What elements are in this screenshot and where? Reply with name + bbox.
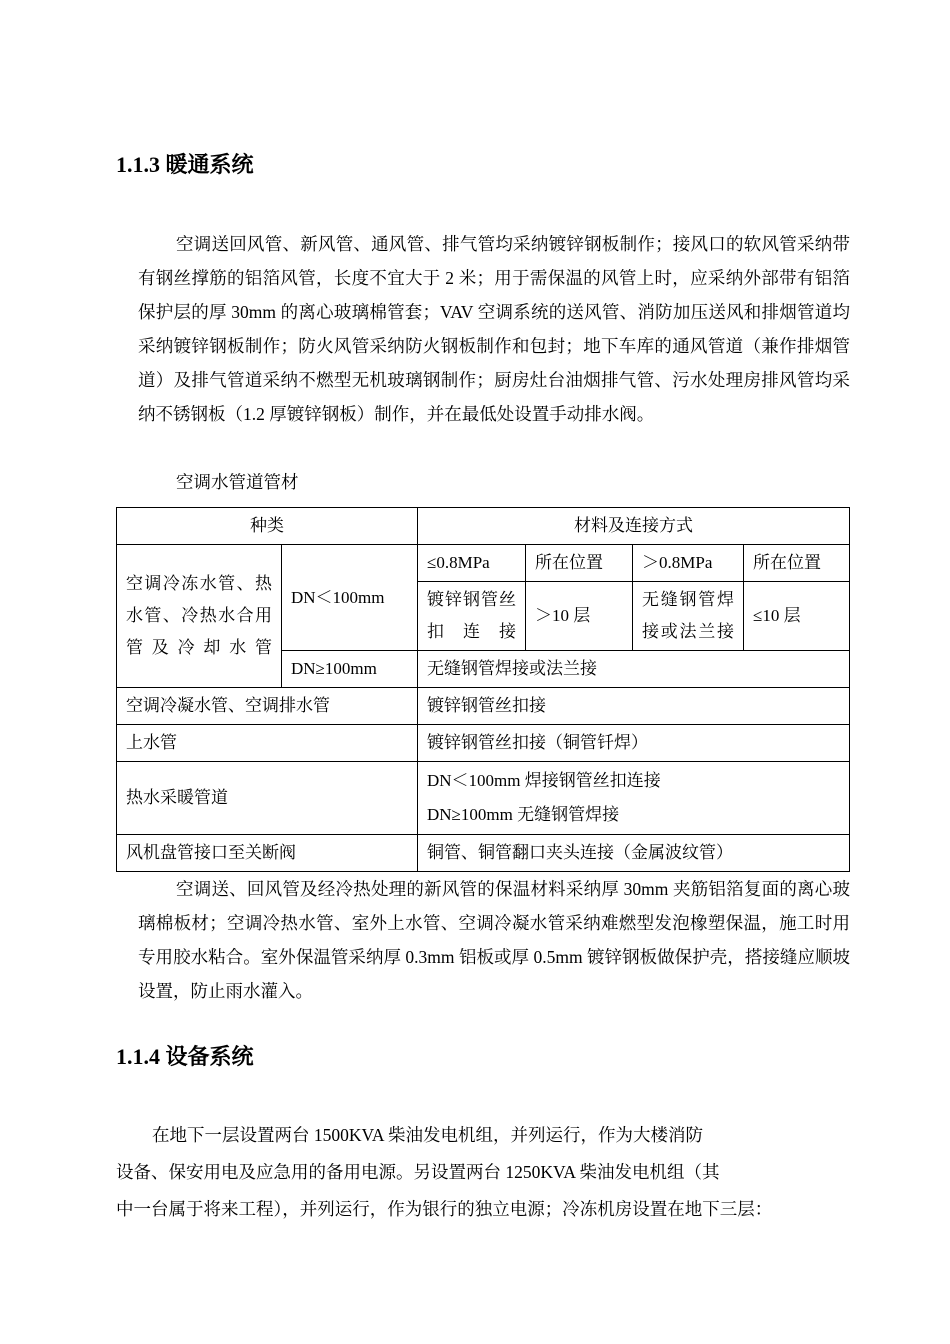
table-row (117, 835, 850, 872)
insulation-paragraph: 空调送、回风管及经冷热处理的新风管的保温材料采纳厚 30mm 夹筋铝箔复面的离心玻璃棉板材；空调冷热水管、室外上水管、空调冷凝水管采纳难燃型发泡橡塑保温，施工时用专用胶水粘合。室外保温管采纳厚 0.3mm 铝板或厚 0.5mm 镀锌钢板做保护壳，搭接缝应顺坡设置，防止雨水灌入。 (138, 879, 850, 1001)
row1-type: 空调冷冻水管、热水管、冷热水合用管及冷却水管 (117, 545, 282, 688)
row2-type: 空调冷凝水管、空调排水管 (117, 688, 418, 725)
section-heading-equipment: 1.1.4 设备系统 (116, 1044, 254, 1069)
row4-material (418, 762, 850, 835)
row1-pressure-high: ＞0.8MPa (633, 545, 744, 582)
header-type: 种类 (117, 508, 418, 545)
row5-type: 风机盘管接口至关断阀 (117, 835, 418, 872)
table-row (117, 762, 850, 835)
row1-floor-2: ≤10 层 (744, 582, 850, 651)
table-row (117, 688, 850, 725)
row5-material: 铜管、铜管翻口夹头连接（金属波纹管） (418, 835, 850, 872)
hvac-duct-paragraph: 空调送回风管、新风管、通风管、排气管均采纳镀锌钢板制作；接风口的软风管采纳带有钢丝撑筋的铝箔风管，长度不宜大于 2 米；用于需保温的风管上时，应采纳外部带有铝箔保护层的厚 30mm 的离心玻璃棉管套；VAV 空调系统的送风管、消防加压送风和排烟管道均采纳镀锌钢板制作；防火风管采纳防火钢板制作和包封；地下车库的通风管道（兼作排烟管道）及排气管道采纳不燃型无机玻璃钢制作；厨房灶台油烟排气管、污水处理房排风管均采纳不锈钢板（1.2 厚镀锌钢板）制作，并在最低处设置手动排水阀。 (138, 234, 850, 424)
table-row (117, 545, 850, 582)
table-caption: 空调水管道管材 (176, 472, 299, 492)
row3-type: 上水管 (117, 725, 418, 762)
row1-floor-1: ＞10 层 (526, 582, 633, 651)
row1-position-label-2: 所在位置 (744, 545, 850, 582)
row4-type: 热水采暖管道 (117, 762, 418, 835)
equipment-paragraph (116, 1117, 856, 1228)
equipment-line-3: 中一台属于将来工程），并列运行，作为银行的独立电源；冷冻机房设置在地下三层： (116, 1199, 773, 1219)
row1-size-large: DN≥100mm (282, 651, 418, 688)
row1-position-label-1: 所在位置 (526, 545, 633, 582)
row3-material: 镀锌钢管丝扣接（铜管钎焊） (418, 725, 850, 762)
equipment-line-1: 在地下一层设置两台 1500KVA 柴油发电机组，并列运行，作为大楼消防 (152, 1125, 703, 1145)
section-heading-hvac: 1.1.3 暖通系统 (116, 152, 254, 177)
row4-material-line-b: DN≥100mm 无缝钢管焊接 (427, 805, 620, 824)
table-row (117, 725, 850, 762)
row2-material: 镀锌钢管丝扣接 (418, 688, 850, 725)
row4-material-line-a: DN＜100mm 焊接钢管丝扣连接 (427, 771, 661, 790)
row1-large-material: 无缝钢管焊接或法兰接 (418, 651, 850, 688)
table-header-row (117, 508, 850, 545)
row1-material-2: 无缝钢管焊接或法兰接 (633, 582, 744, 651)
row1-material-1: 镀锌钢管丝扣连接 (418, 582, 526, 651)
equipment-line-2: 设备、保安用电及应急用的备用电源。另设置两台 1250KVA 柴油发电机组（其 (116, 1162, 720, 1182)
row1-pressure-low: ≤0.8MPa (418, 545, 526, 582)
header-material: 材料及连接方式 (418, 508, 850, 545)
pipe-material-table (116, 507, 850, 872)
row1-size-small: DN＜100mm (282, 545, 418, 651)
